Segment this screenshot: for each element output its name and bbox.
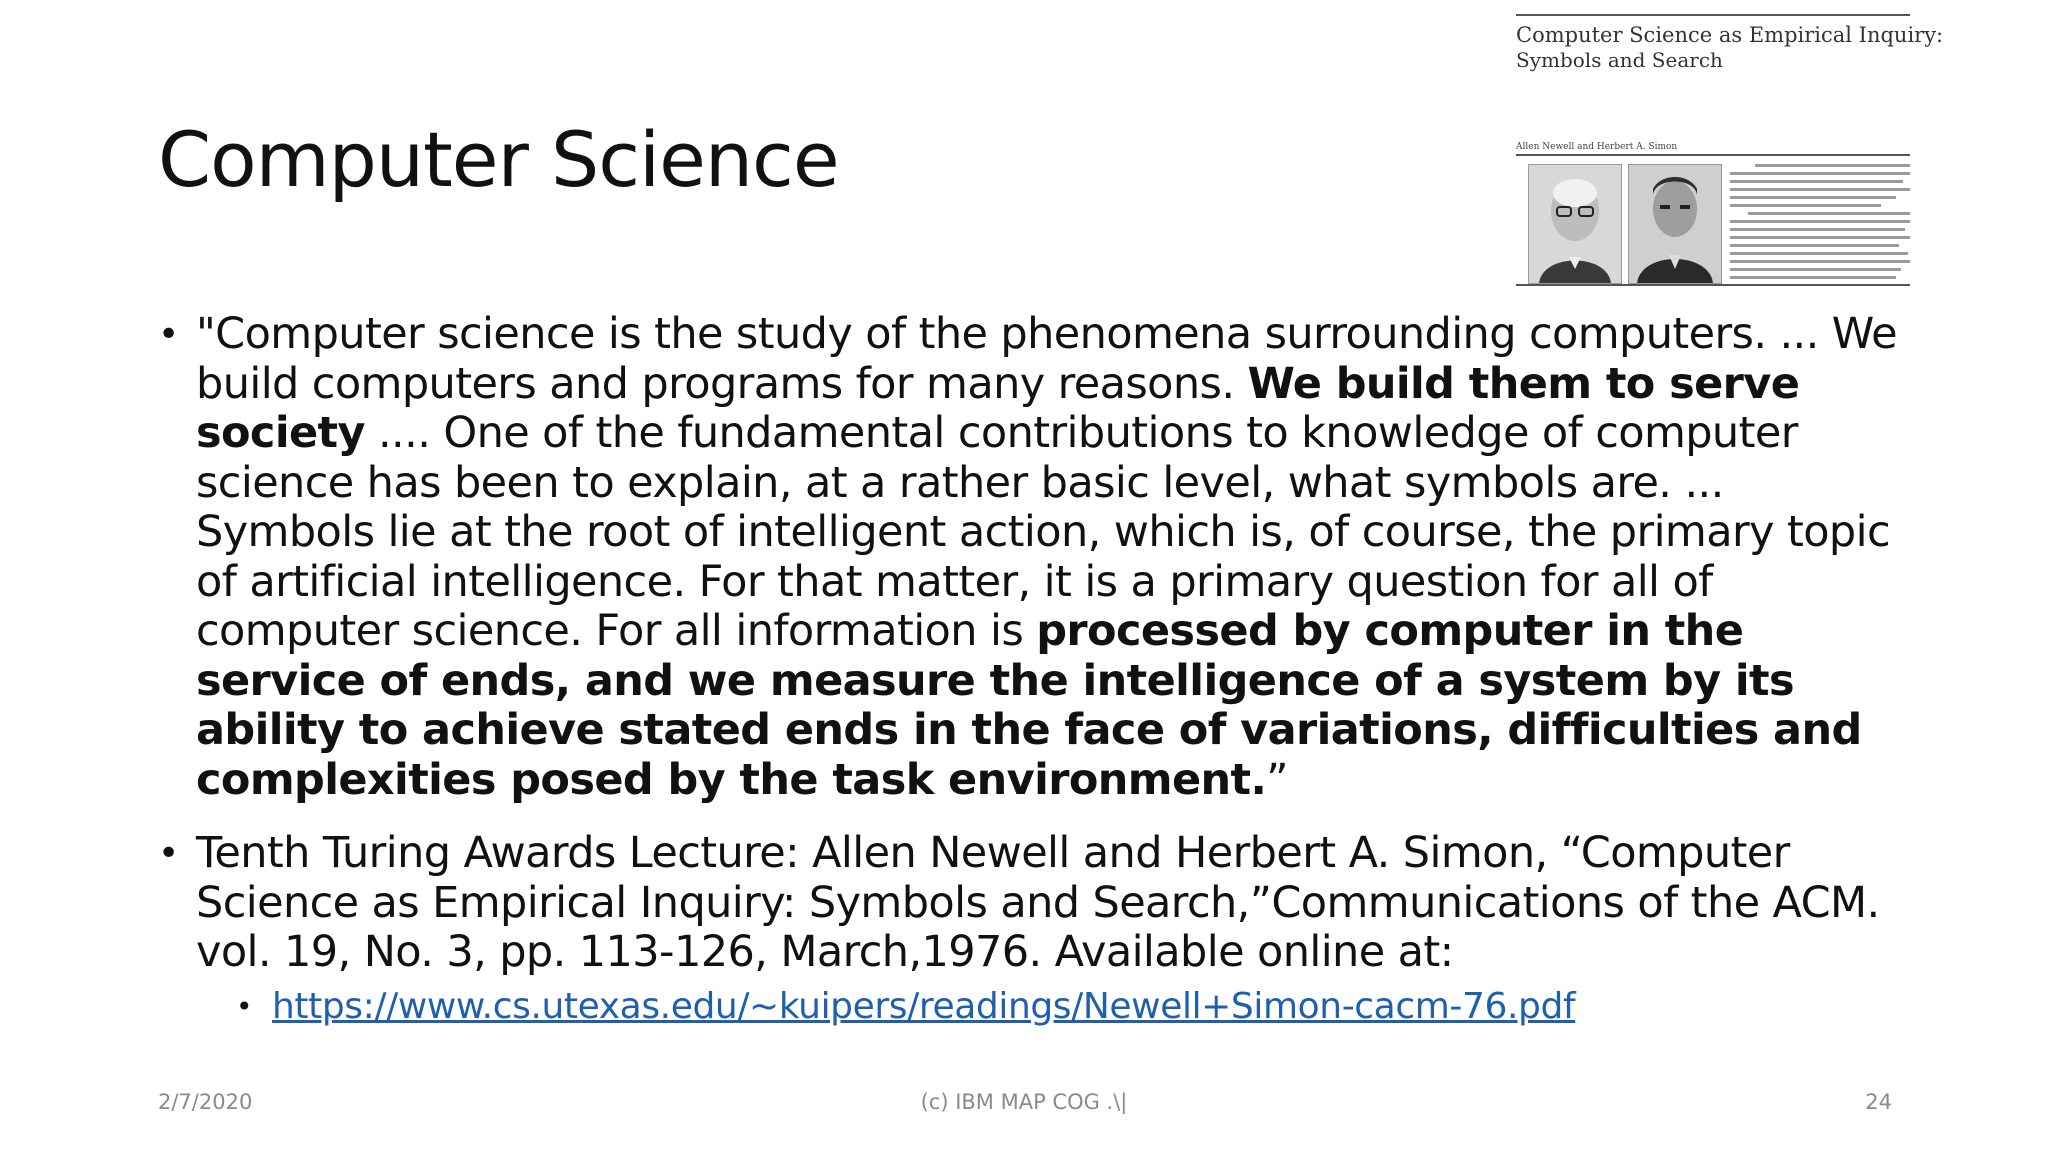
bullet-marker: • (158, 314, 179, 355)
paper-thumbnail (1516, 142, 1910, 288)
quote-part-1: "Computer science is the study of the phenomena surrounding computers. ... We build computers and programs for many reasons. (196, 309, 1898, 409)
paper-title-line1: Computer Science as Empirical Inquiry: (1516, 23, 1944, 47)
quote-part-2: .... One of the fundamental contributions to knowledge of computer science has been to explain, at a rather basic level, what symbols are. ... Symbols lie at the root of intelligent action, which is, of course, the primary topic of artificial intelligence. For that matter, it is a primary question for all of computer science. For all information is (196, 408, 1891, 656)
paper-title-line2: Symbols and Search (1516, 48, 1723, 73)
paper-authors: Allen Newell and Herbert A. Simon (1516, 142, 1910, 156)
paper-bottom-rule (1516, 284, 1910, 286)
footer-copyright: (c) IBM MAP COG .\| (920, 1090, 1128, 1114)
paper-thumbnail-header (1516, 14, 1944, 73)
author-photo-newell (1528, 164, 1622, 284)
citation-text: Tenth Turing Awards Lecture: Allen Newell and Herbert A. Simon, “Computer Science as Empirical Inquiry: Symbols and Search,”Communications of the ACM. vol. 19, No. 3, pp. 113-126, March,1976. Available online at: (196, 828, 1880, 977)
quote-bold-1: We build them to serve society (196, 358, 1800, 458)
footer-date: 2/7/2020 (158, 1090, 253, 1114)
bullet-marker: • (158, 833, 179, 874)
bullet-citation (158, 829, 1898, 978)
sub-bullet-link (158, 984, 1898, 1030)
quote-bold-2: processed by computer in the service of ends, and we measure the intelligence of a system by its ability to achieve stated ends in the face of variations, difficulties and complexities posed by the task environment. (196, 606, 1862, 805)
paper-text-lines (1730, 164, 1910, 286)
slide-body (158, 310, 1898, 1030)
footer-page-number: 24 (1865, 1090, 1892, 1114)
bullet-quote (158, 310, 1898, 805)
author-photo-simon (1628, 164, 1722, 284)
slide-title: Computer Science (158, 115, 839, 204)
quote-close: ” (1266, 754, 1288, 805)
paper-pdf-link[interactable]: https://www.cs.utexas.edu/~kuipers/readings/Newell+Simon-cacm-76.pdf (272, 985, 1576, 1027)
sub-bullet-marker: • (236, 989, 253, 1023)
